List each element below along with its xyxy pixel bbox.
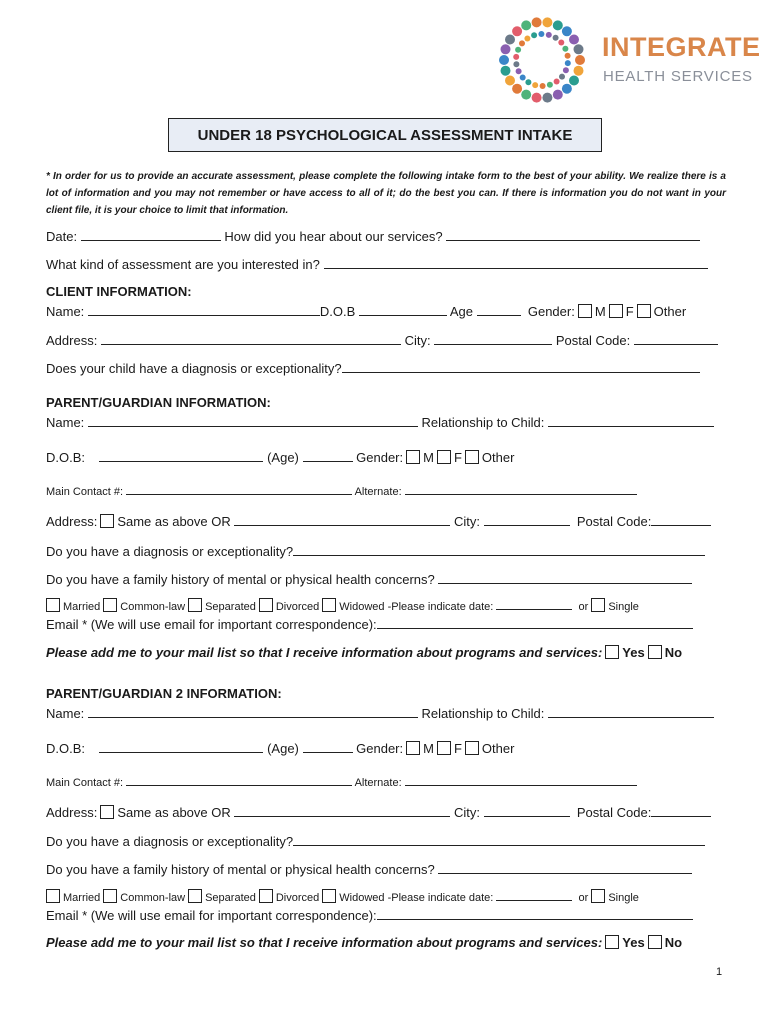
parent2-dob-label: D.O.B: [46, 741, 86, 756]
client-address-row [46, 332, 718, 349]
parent1-divorced-label: Divorced [275, 601, 320, 613]
client-dob-field[interactable] [359, 303, 447, 316]
parent2-name-row [46, 705, 714, 722]
assessment-kind-label: What kind of assessment are you interested in? [46, 257, 320, 272]
parent2-gender-m-label: M [423, 741, 434, 756]
parent2-mail-yes-label: Yes [622, 935, 645, 950]
parent1-mail-yes-checkbox[interactable] [605, 645, 619, 659]
parent2-heading: PARENT/GUARDIAN 2 INFORMATION: [46, 686, 282, 701]
parent2-age-label: (Age) [267, 741, 299, 756]
parent1-mail-no-label: No [664, 645, 683, 660]
parent2-common-law-checkbox[interactable] [103, 889, 117, 903]
parent2-marital-row [46, 889, 639, 906]
parent2-mail-list-label: Please add me to your mail list so that I receive information about programs and services: [46, 935, 603, 950]
parent2-city-label: City: [454, 805, 481, 820]
parent1-gender-label: Gender: [356, 450, 404, 465]
page-title: UNDER 18 PSYCHOLOGICAL ASSESSMENT INTAKE [168, 118, 602, 152]
parent1-gender-f-label: F [453, 450, 462, 465]
parent2-gender-other-label: Other [481, 741, 515, 756]
parent2-postal-label: Postal Code: [576, 805, 652, 820]
parent2-email-label: Email * (We will use email for important correspondence): [46, 908, 377, 923]
client-name-field[interactable] [88, 303, 320, 316]
parent1-common-law-checkbox[interactable] [103, 598, 117, 612]
date-field[interactable] [81, 228, 221, 241]
parent2-separated-label: Separated [205, 892, 256, 904]
parent2-relationship-label: Relationship to Child: [421, 706, 545, 721]
parent2-gender-f-label: F [453, 741, 462, 756]
parent1-address-label: Address: [46, 514, 98, 529]
parent2-age-field[interactable] [303, 740, 353, 753]
parent2-family-history-label: Do you have a family history of mental or physical health concerns? [46, 862, 435, 877]
parent2-diagnosis-field[interactable] [293, 833, 705, 846]
parent1-alternate-label: Alternate: [354, 486, 402, 498]
parent1-age-label: (Age) [267, 450, 299, 465]
parent1-mail-list-label: Please add me to your mail list so that I receive information about programs and services: [46, 645, 603, 660]
parent2-main-contact-label: Main Contact #: [46, 777, 124, 789]
parent2-same-as-checkbox[interactable] [100, 805, 114, 819]
parent2-family-history-field[interactable] [438, 861, 692, 874]
parent2-mail-list-row [46, 935, 682, 951]
client-diagnosis-field[interactable] [342, 360, 700, 373]
parent1-mail-no-checkbox[interactable] [648, 645, 662, 659]
client-address-field[interactable] [101, 332, 401, 345]
parent1-family-history-row [46, 571, 692, 588]
parent1-married-label: Married [63, 601, 101, 613]
parent2-main-contact-field[interactable] [126, 775, 352, 786]
client-gender-other-checkbox[interactable] [637, 304, 651, 318]
assessment-kind-row [46, 256, 708, 273]
client-gender-other-label: Other [653, 304, 687, 319]
parent1-separated-checkbox[interactable] [188, 598, 202, 612]
client-postal-label: Postal Code: [555, 333, 631, 348]
parent1-address-row [46, 513, 711, 530]
parent1-gender-other-label: Other [481, 450, 515, 465]
parent2-mail-no-label: No [664, 935, 683, 950]
parent1-divorced-checkbox[interactable] [259, 598, 273, 612]
parent1-address-field[interactable] [234, 513, 450, 526]
parent1-same-as-label: Same as above OR [117, 514, 231, 529]
parent2-alternate-field[interactable] [405, 775, 637, 786]
parent2-widowed-date-field[interactable] [496, 890, 572, 901]
parent1-name-label: Name: [46, 415, 85, 430]
parent1-family-history-field[interactable] [438, 571, 692, 584]
parent1-email-field[interactable] [377, 616, 693, 629]
parent1-diagnosis-field[interactable] [293, 543, 705, 556]
parent2-mail-yes-checkbox[interactable] [605, 935, 619, 949]
parent2-name-label: Name: [46, 706, 85, 721]
client-dob-label: D.O.B [319, 304, 356, 319]
parent2-address-field[interactable] [234, 804, 450, 817]
client-postal-field[interactable] [634, 332, 718, 345]
parent2-postal-field[interactable] [651, 804, 711, 817]
parent1-postal-field[interactable] [651, 513, 711, 526]
parent1-email-row [46, 616, 693, 633]
client-city-label: City: [404, 333, 431, 348]
parent1-heading: PARENT/GUARDIAN INFORMATION: [46, 395, 271, 410]
parent2-married-checkbox[interactable] [46, 889, 60, 903]
client-heading: CLIENT INFORMATION: [46, 284, 192, 299]
client-address-label: Address: [46, 333, 98, 348]
parent1-alternate-field[interactable] [405, 484, 637, 495]
parent1-family-history-label: Do you have a family history of mental or physical health concerns? [46, 572, 435, 587]
parent2-divorced-label: Divorced [275, 892, 320, 904]
logo [492, 10, 762, 110]
parent2-single-label: Single [608, 892, 639, 904]
parent2-widowed-checkbox[interactable] [322, 889, 336, 903]
date-label: Date: [46, 229, 78, 244]
logo-ring-icon [492, 10, 592, 110]
client-gender-m-checkbox[interactable] [578, 304, 592, 318]
parent1-mail-yes-label: Yes [622, 645, 645, 660]
parent1-single-label: Single [608, 601, 639, 613]
parent1-email-label: Email * (We will use email for important correspondence): [46, 617, 377, 632]
parent2-married-label: Married [63, 892, 101, 904]
parent1-relationship-field[interactable] [548, 414, 714, 427]
parent2-name-field[interactable] [88, 705, 418, 718]
client-age-field[interactable] [477, 303, 521, 316]
parent1-or-label: or [578, 601, 589, 613]
parent1-marital-row [46, 598, 639, 615]
parent1-common-law-label: Common-law [120, 601, 186, 613]
client-name-row [46, 303, 686, 320]
assessment-kind-field[interactable] [324, 256, 708, 269]
parent1-contact-row [46, 484, 637, 500]
parent2-contact-row [46, 775, 637, 791]
parent2-same-as-label: Same as above OR [117, 805, 231, 820]
parent2-address-label: Address: [46, 805, 98, 820]
parent1-relationship-label: Relationship to Child: [421, 415, 545, 430]
client-diagnosis-row [46, 360, 700, 377]
parent1-mail-list-row [46, 645, 682, 661]
client-name-label: Name: [46, 304, 85, 319]
client-age-label: Age [449, 304, 473, 319]
parent1-gender-m-checkbox[interactable] [406, 450, 420, 464]
parent2-single-checkbox[interactable] [591, 889, 605, 903]
client-gender-m-label: M [594, 304, 606, 319]
parent2-city-field[interactable] [484, 804, 570, 817]
parent1-dob-field[interactable] [99, 449, 263, 462]
parent2-gender-other-checkbox[interactable] [465, 741, 479, 755]
parent1-gender-f-checkbox[interactable] [437, 450, 451, 464]
parent1-married-checkbox[interactable] [46, 598, 60, 612]
heard-field[interactable] [446, 228, 700, 241]
parent2-gender-label: Gender: [356, 741, 404, 756]
parent2-common-law-label: Common-law [120, 892, 186, 904]
parent1-separated-label: Separated [205, 601, 256, 613]
parent1-dob-row [46, 449, 514, 466]
parent2-mail-no-checkbox[interactable] [648, 935, 662, 949]
parent1-diagnosis-label: Do you have a diagnosis or exceptionality? [46, 544, 294, 559]
parent1-gender-other-checkbox[interactable] [465, 450, 479, 464]
parent2-address-row [46, 804, 711, 821]
parent1-diagnosis-row [46, 543, 705, 560]
parent2-family-history-row [46, 861, 692, 878]
parent1-widowed-checkbox[interactable] [322, 598, 336, 612]
parent1-same-as-checkbox[interactable] [100, 514, 114, 528]
parent1-age-field[interactable] [303, 449, 353, 462]
heard-label: How did you hear about our services? [224, 229, 443, 244]
parent1-gender-m-label: M [423, 450, 434, 465]
date-row [46, 228, 700, 245]
parent1-main-contact-field[interactable] [126, 484, 352, 495]
client-diagnosis-label: Does your child have a diagnosis or exceptionality? [46, 361, 342, 376]
parent1-city-field[interactable] [484, 513, 570, 526]
parent2-diagnosis-label: Do you have a diagnosis or exceptionality? [46, 834, 294, 849]
parent1-widowed-label: Widowed -Please indicate date: [339, 601, 494, 613]
client-city-field[interactable] [434, 332, 552, 345]
parent2-separated-checkbox[interactable] [188, 889, 202, 903]
parent2-diagnosis-row [46, 833, 705, 850]
parent2-gender-f-checkbox[interactable] [437, 741, 451, 755]
parent2-relationship-field[interactable] [548, 705, 714, 718]
parent2-divorced-checkbox[interactable] [259, 889, 273, 903]
parent1-single-checkbox[interactable] [591, 598, 605, 612]
parent2-dob-field[interactable] [99, 740, 263, 753]
parent1-main-contact-label: Main Contact #: [46, 486, 124, 498]
parent2-or-label: or [578, 892, 589, 904]
parent1-widowed-date-field[interactable] [496, 599, 572, 610]
client-gender-f-checkbox[interactable] [609, 304, 623, 318]
parent2-alternate-label: Alternate: [354, 777, 402, 789]
parent2-email-field[interactable] [377, 907, 693, 920]
intro-text: * In order for us to provide an accurate assessment, please complete the following intake form to the best of your ability. We realize there is a lot of information and you may not remember or have access to all of it; do the best you can. If there is information you do not want in your client file, it is your choice to limit that information. [46, 171, 726, 216]
parent1-dob-label: D.O.B: [46, 450, 86, 465]
parent2-widowed-label: Widowed -Please indicate date: [339, 892, 494, 904]
parent1-city-label: City: [454, 514, 481, 529]
parent2-gender-m-checkbox[interactable] [406, 741, 420, 755]
parent2-email-row [46, 907, 693, 924]
parent1-postal-label: Postal Code: [576, 514, 652, 529]
logo-text-health-services: HEALTH SERVICES [603, 68, 753, 85]
page-number: 1 [716, 966, 723, 978]
parent1-name-field[interactable] [88, 414, 418, 427]
logo-text-integrate: INTEGRATE [602, 32, 761, 62]
client-gender-f-label: F [625, 304, 634, 319]
client-gender-label: Gender: [527, 304, 575, 319]
parent2-dob-row [46, 740, 514, 757]
parent1-name-row [46, 414, 714, 431]
